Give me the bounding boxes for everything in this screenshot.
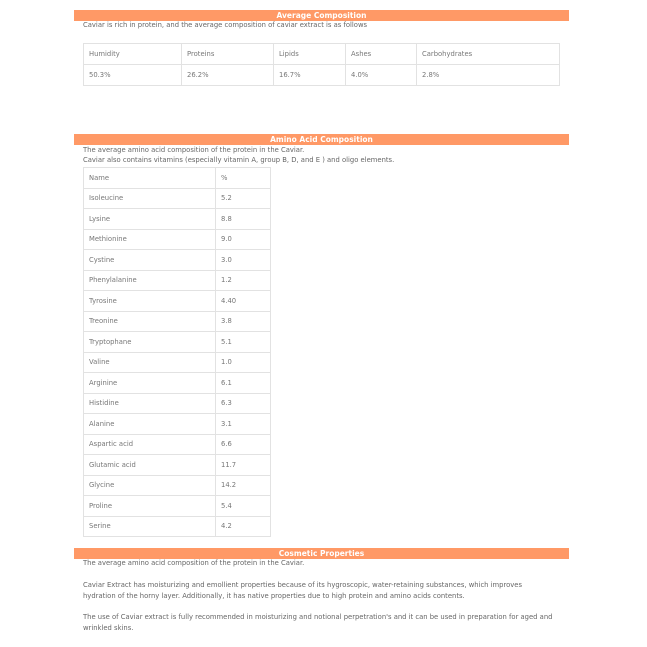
amino-acid-table: [83, 167, 271, 537]
amino-value: 5.4: [216, 496, 271, 517]
amino-name: Arginine: [84, 373, 216, 394]
value-ashes: 4.0%: [346, 65, 417, 86]
amino-name: Aspartic acid: [84, 434, 216, 455]
table-row: [84, 414, 271, 435]
amino-acid-header: Amino Acid Composition: [74, 134, 569, 145]
amino-value: 8.8: [216, 209, 271, 230]
average-composition-intro: Caviar is rich in protein, and the average composition of caviar extract is as follows: [83, 21, 368, 29]
value-humidity: 50.3%: [84, 65, 182, 86]
value-carbohydrates: 2.8%: [417, 65, 560, 86]
header-proteins: Proteins: [182, 44, 274, 65]
amino-value: 6.3: [216, 393, 271, 414]
table-row: [84, 332, 271, 353]
value-proteins: 26.2%: [182, 65, 274, 86]
amino-value: 4.40: [216, 291, 271, 312]
table-row: [84, 516, 271, 537]
table-row: [84, 65, 560, 86]
amino-value: 6.1: [216, 373, 271, 394]
amino-value: 6.6: [216, 434, 271, 455]
header-humidity: Humidity: [84, 44, 182, 65]
header-ashes: Ashes: [346, 44, 417, 65]
average-composition-table: [83, 43, 560, 86]
amino-name: Isoleucine: [84, 188, 216, 209]
table-row: [84, 311, 271, 332]
amino-acid-intro-line2: Caviar also contains vitamins (especially vitamin A, group B, D, and E ) and oligo elements.: [83, 156, 395, 164]
amino-name: Histidine: [84, 393, 216, 414]
value-lipids: 16.7%: [274, 65, 346, 86]
table-header-row: [84, 44, 560, 65]
amino-value: 1.0: [216, 352, 271, 373]
amino-name: Tyrosine: [84, 291, 216, 312]
cosmetic-properties-header: Cosmetic Properties: [74, 548, 569, 559]
table-row: [84, 250, 271, 271]
table-row: [84, 291, 271, 312]
table-row: [84, 209, 271, 230]
amino-name: Cystine: [84, 250, 216, 271]
header-carbohydrates: Carbohydrates: [417, 44, 560, 65]
amino-name: Treonine: [84, 311, 216, 332]
table-row: [84, 455, 271, 476]
header-name: Name: [84, 168, 216, 189]
amino-name: Alanine: [84, 414, 216, 435]
amino-acid-intro-line1: The average amino acid composition of the protein in the Caviar.: [83, 146, 305, 154]
table-row: [84, 270, 271, 291]
table-row: [84, 352, 271, 373]
amino-value: 1.2: [216, 270, 271, 291]
amino-value: 9.0: [216, 229, 271, 250]
amino-name: Valine: [84, 352, 216, 373]
amino-value: 3.0: [216, 250, 271, 271]
table-row: [84, 496, 271, 517]
cosmetic-paragraph-2: Caviar Extract has moisturizing and emollient properties because of its hygroscopic, water-retaining substances, which improves hydration of the horny layer. Additionally, it has native properties due to high protein and amino acids contents.: [83, 581, 523, 600]
amino-value: 4.2: [216, 516, 271, 537]
cosmetic-paragraph-3: The use of Caviar extract is fully recommended in moisturizing and notional perpetration's and it can be used in preparation for aged and wrinkled skins.: [83, 613, 553, 632]
table-row: [84, 393, 271, 414]
amino-name: Methionine: [84, 229, 216, 250]
amino-name: Tryptophane: [84, 332, 216, 353]
amino-name: Glutamic acid: [84, 455, 216, 476]
header-percent: %: [216, 168, 271, 189]
table-row: [84, 475, 271, 496]
amino-name: Proline: [84, 496, 216, 517]
table-row: [84, 229, 271, 250]
table-row: [84, 434, 271, 455]
amino-value: 3.1: [216, 414, 271, 435]
amino-name: Phenylalanine: [84, 270, 216, 291]
header-lipids: Lipids: [274, 44, 346, 65]
amino-name: Glycine: [84, 475, 216, 496]
amino-value: 5.2: [216, 188, 271, 209]
average-composition-header: Average Composition: [74, 10, 569, 21]
amino-value: 14.2: [216, 475, 271, 496]
amino-name: Serine: [84, 516, 216, 537]
amino-name: Lysine: [84, 209, 216, 230]
table-header-row: [84, 168, 271, 189]
amino-value: 3.8: [216, 311, 271, 332]
cosmetic-paragraph-1: The average amino acid composition of the protein in the Caviar.: [83, 559, 305, 567]
amino-value: 11.7: [216, 455, 271, 476]
amino-value: 5.1: [216, 332, 271, 353]
table-row: [84, 373, 271, 394]
table-row: [84, 188, 271, 209]
